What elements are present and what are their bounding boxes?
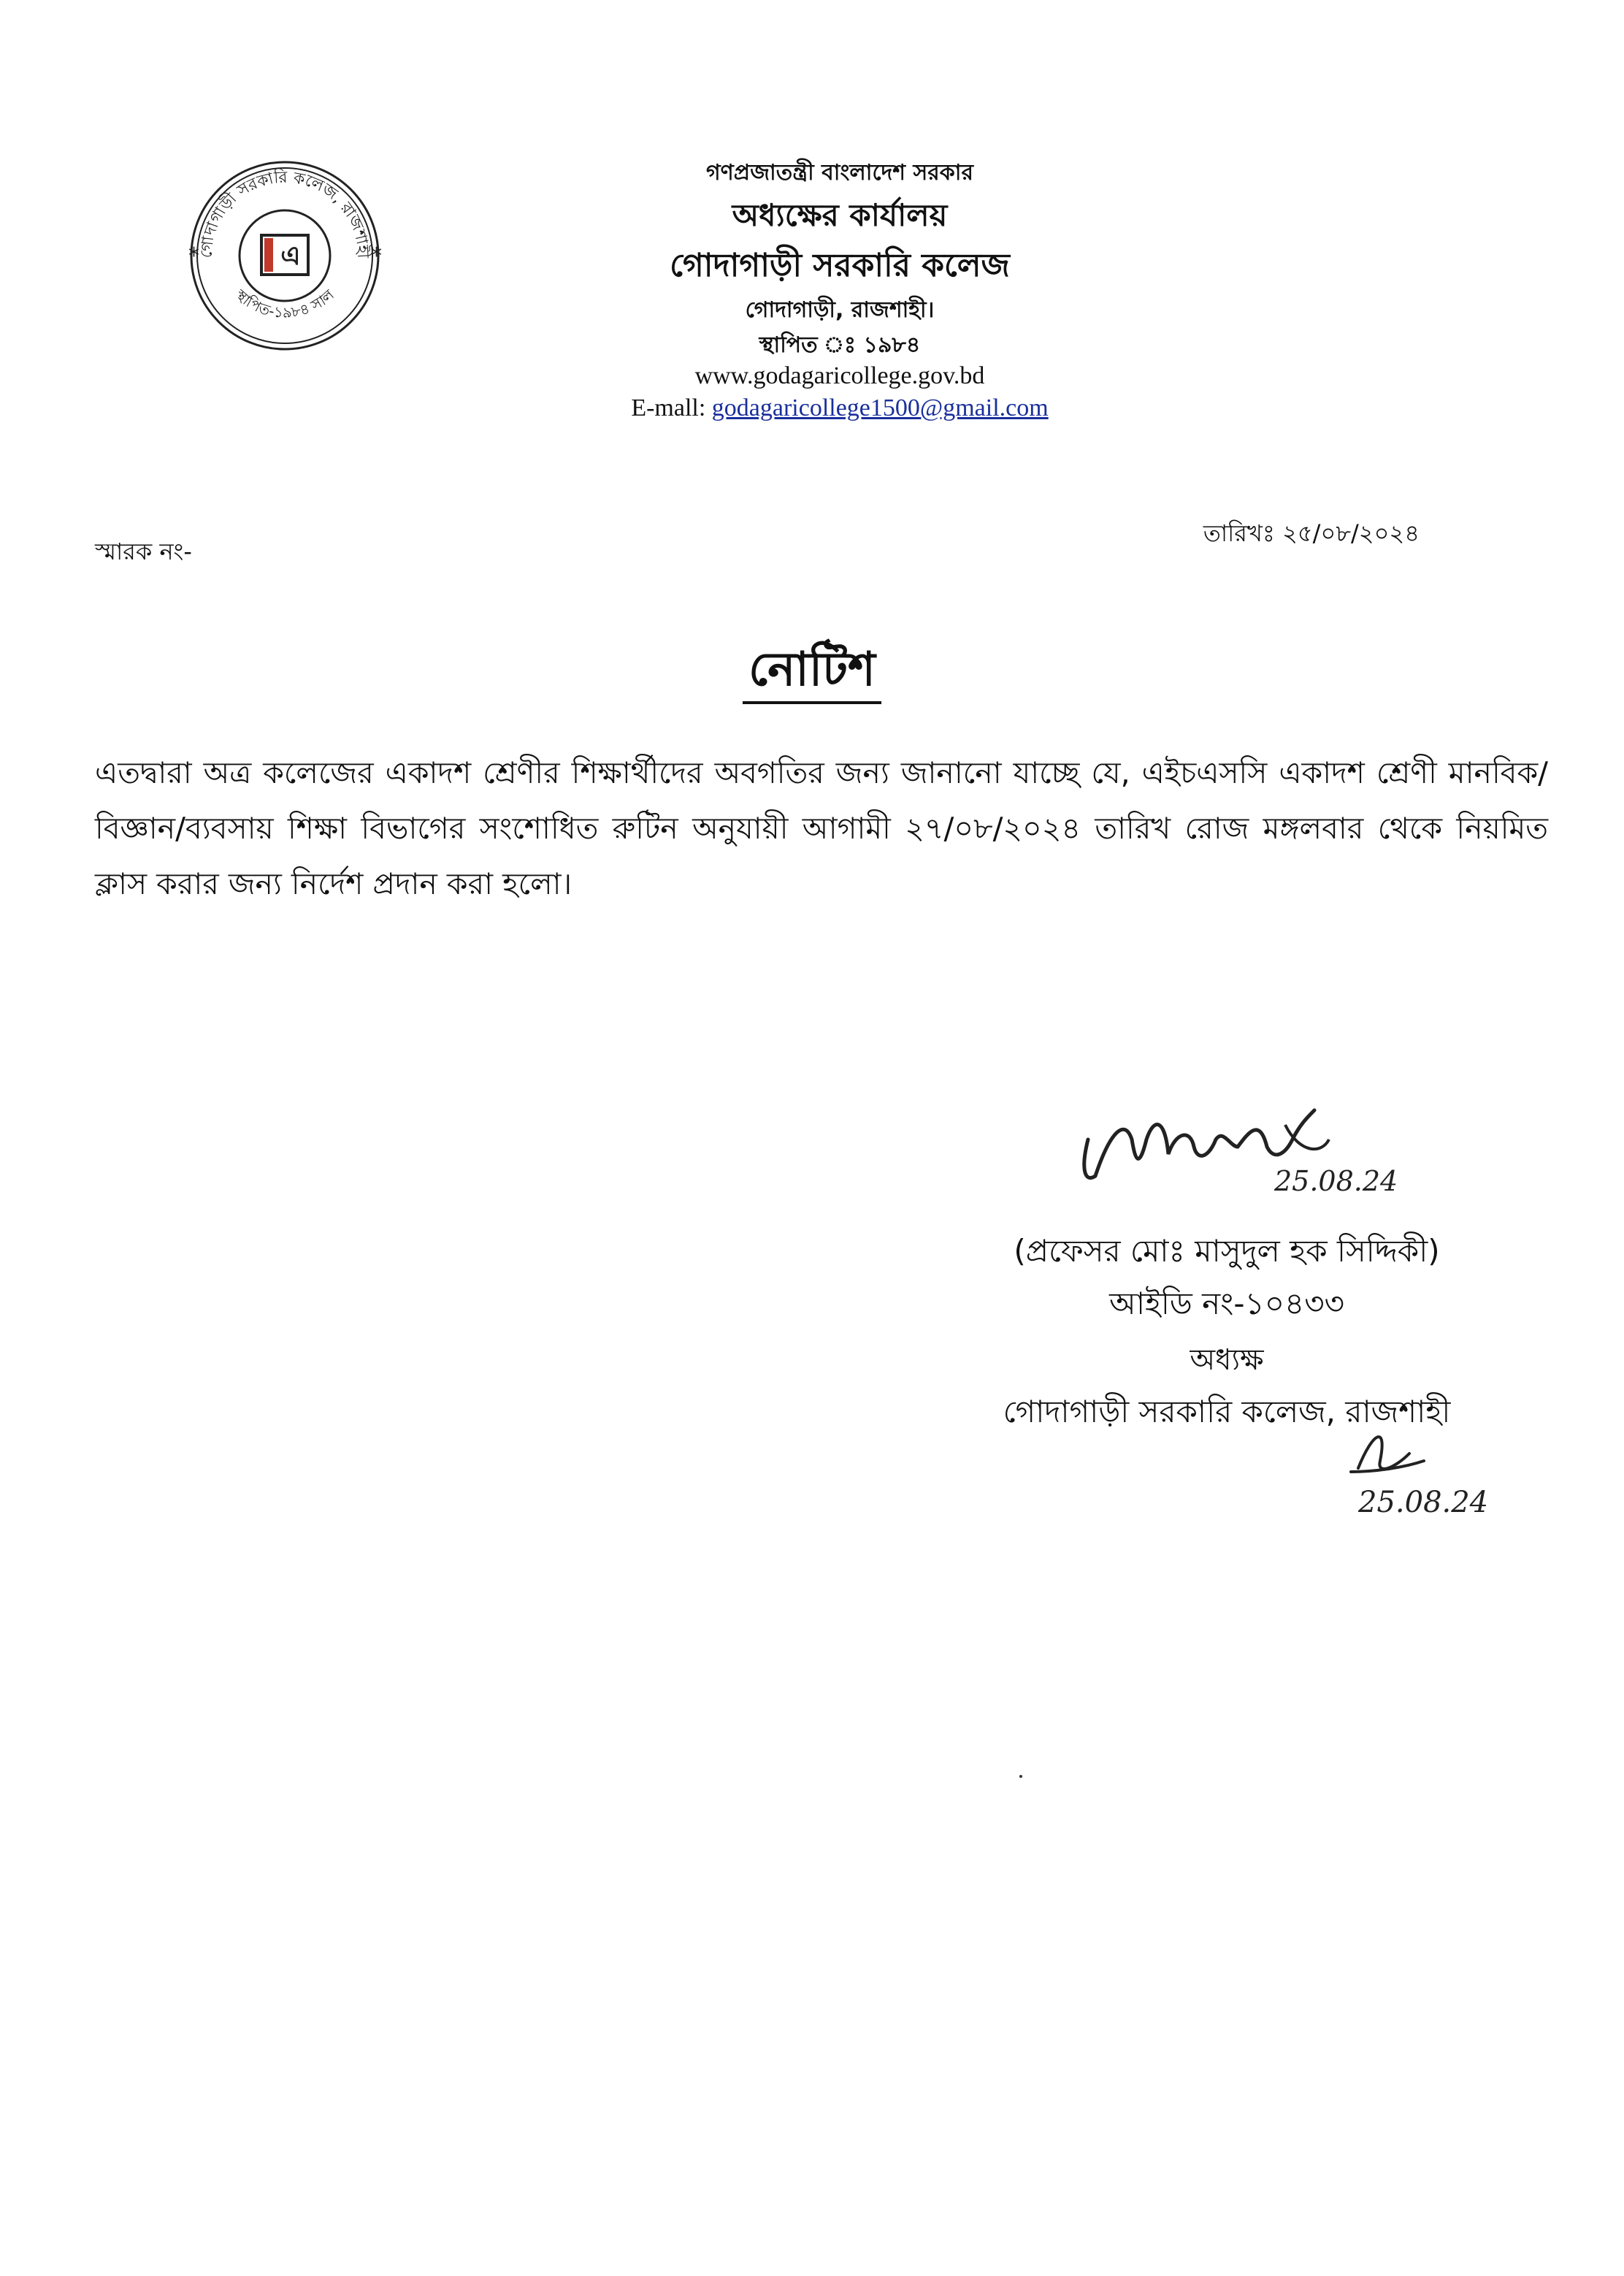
- header-address: গোদাগাড়ী, রাজশাহী।: [745, 297, 935, 323]
- notice-date: তারিখঃ ২৫/০৮/২০২৪: [1203, 519, 1420, 547]
- memo-number: স্মারক নং-: [95, 538, 192, 565]
- header-college: গোদাগাড়ী সরকারি কলেজ: [670, 247, 1010, 284]
- signatory-college: গোদাগাড়ী সরকারি কলেজ, রাজশাহী: [1003, 1394, 1451, 1429]
- notice-body: এতদ্বারা অত্র কলেজের একাদশ শ্রেণীর শিক্ষার্থীদের অবগতির জন্য জানানো যাচ্ছে যে, এইচএসসি একাদশ শ্রেণী মানবিক/বিজ্ঞান/ব্যবসায় শিক্ষা বিভাগের সংশোধিত রুটিন অনুযায়ী আগামী ২৭/০৮/২০২৪ তারিখ রোজ মঙ্গলবার থেকে নিয়মিত ক্লাস করার জন্য নির্দেশ প্রদান করা হলো।: [95, 755, 1548, 901]
- seal-center-letter: এ: [280, 241, 301, 271]
- scan-speck: [1019, 1775, 1022, 1778]
- notice-title-wrap: [0, 634, 1624, 712]
- initial-date: 25.08.24: [1358, 1486, 1489, 1519]
- svg-text:*: *: [188, 243, 199, 269]
- svg-text:স্থাপিত-১৯৮৪ সাল: [231, 286, 338, 321]
- handwritten-signature: [1066, 1088, 1533, 1220]
- svg-text:*: *: [371, 243, 382, 269]
- header-government: গণপ্রজাতন্ত্রী বাংলাদেশ সরকার: [706, 160, 973, 186]
- college-seal: [168, 146, 402, 365]
- header-established: স্থাপিত ঃ ১৯৮৪: [759, 332, 921, 358]
- signature-date: 25.08.24: [1274, 1165, 1398, 1197]
- signatory-name: (প্রফেসর মোঃ মাসুদুল হক সিদ্দিকী): [1014, 1233, 1440, 1269]
- email-link[interactable]: godagaricollege1500@gmail.com: [711, 394, 1049, 421]
- header-office: অধ্যক্ষের কার্যালয়: [732, 197, 948, 233]
- seal-top-text: গোদাগাড়ী সরকারি কলেজ, রাজশাহী: [197, 168, 372, 259]
- signatory-title: অধ্যক্ষ: [1190, 1343, 1264, 1377]
- signatory-id: আইডি নং-১০৪৩৩: [1109, 1286, 1344, 1321]
- email-label: E-mall:: [631, 394, 712, 421]
- seal-bottom-text: স্থাপিত-১৯৮৪ সাল: [231, 286, 338, 321]
- header-email-line: [511, 394, 1168, 422]
- header-website: www.godagaricollege.gov.bd: [694, 362, 985, 389]
- notice-title: নোটিশ: [743, 643, 881, 704]
- handwritten-initial: [1329, 1417, 1563, 1527]
